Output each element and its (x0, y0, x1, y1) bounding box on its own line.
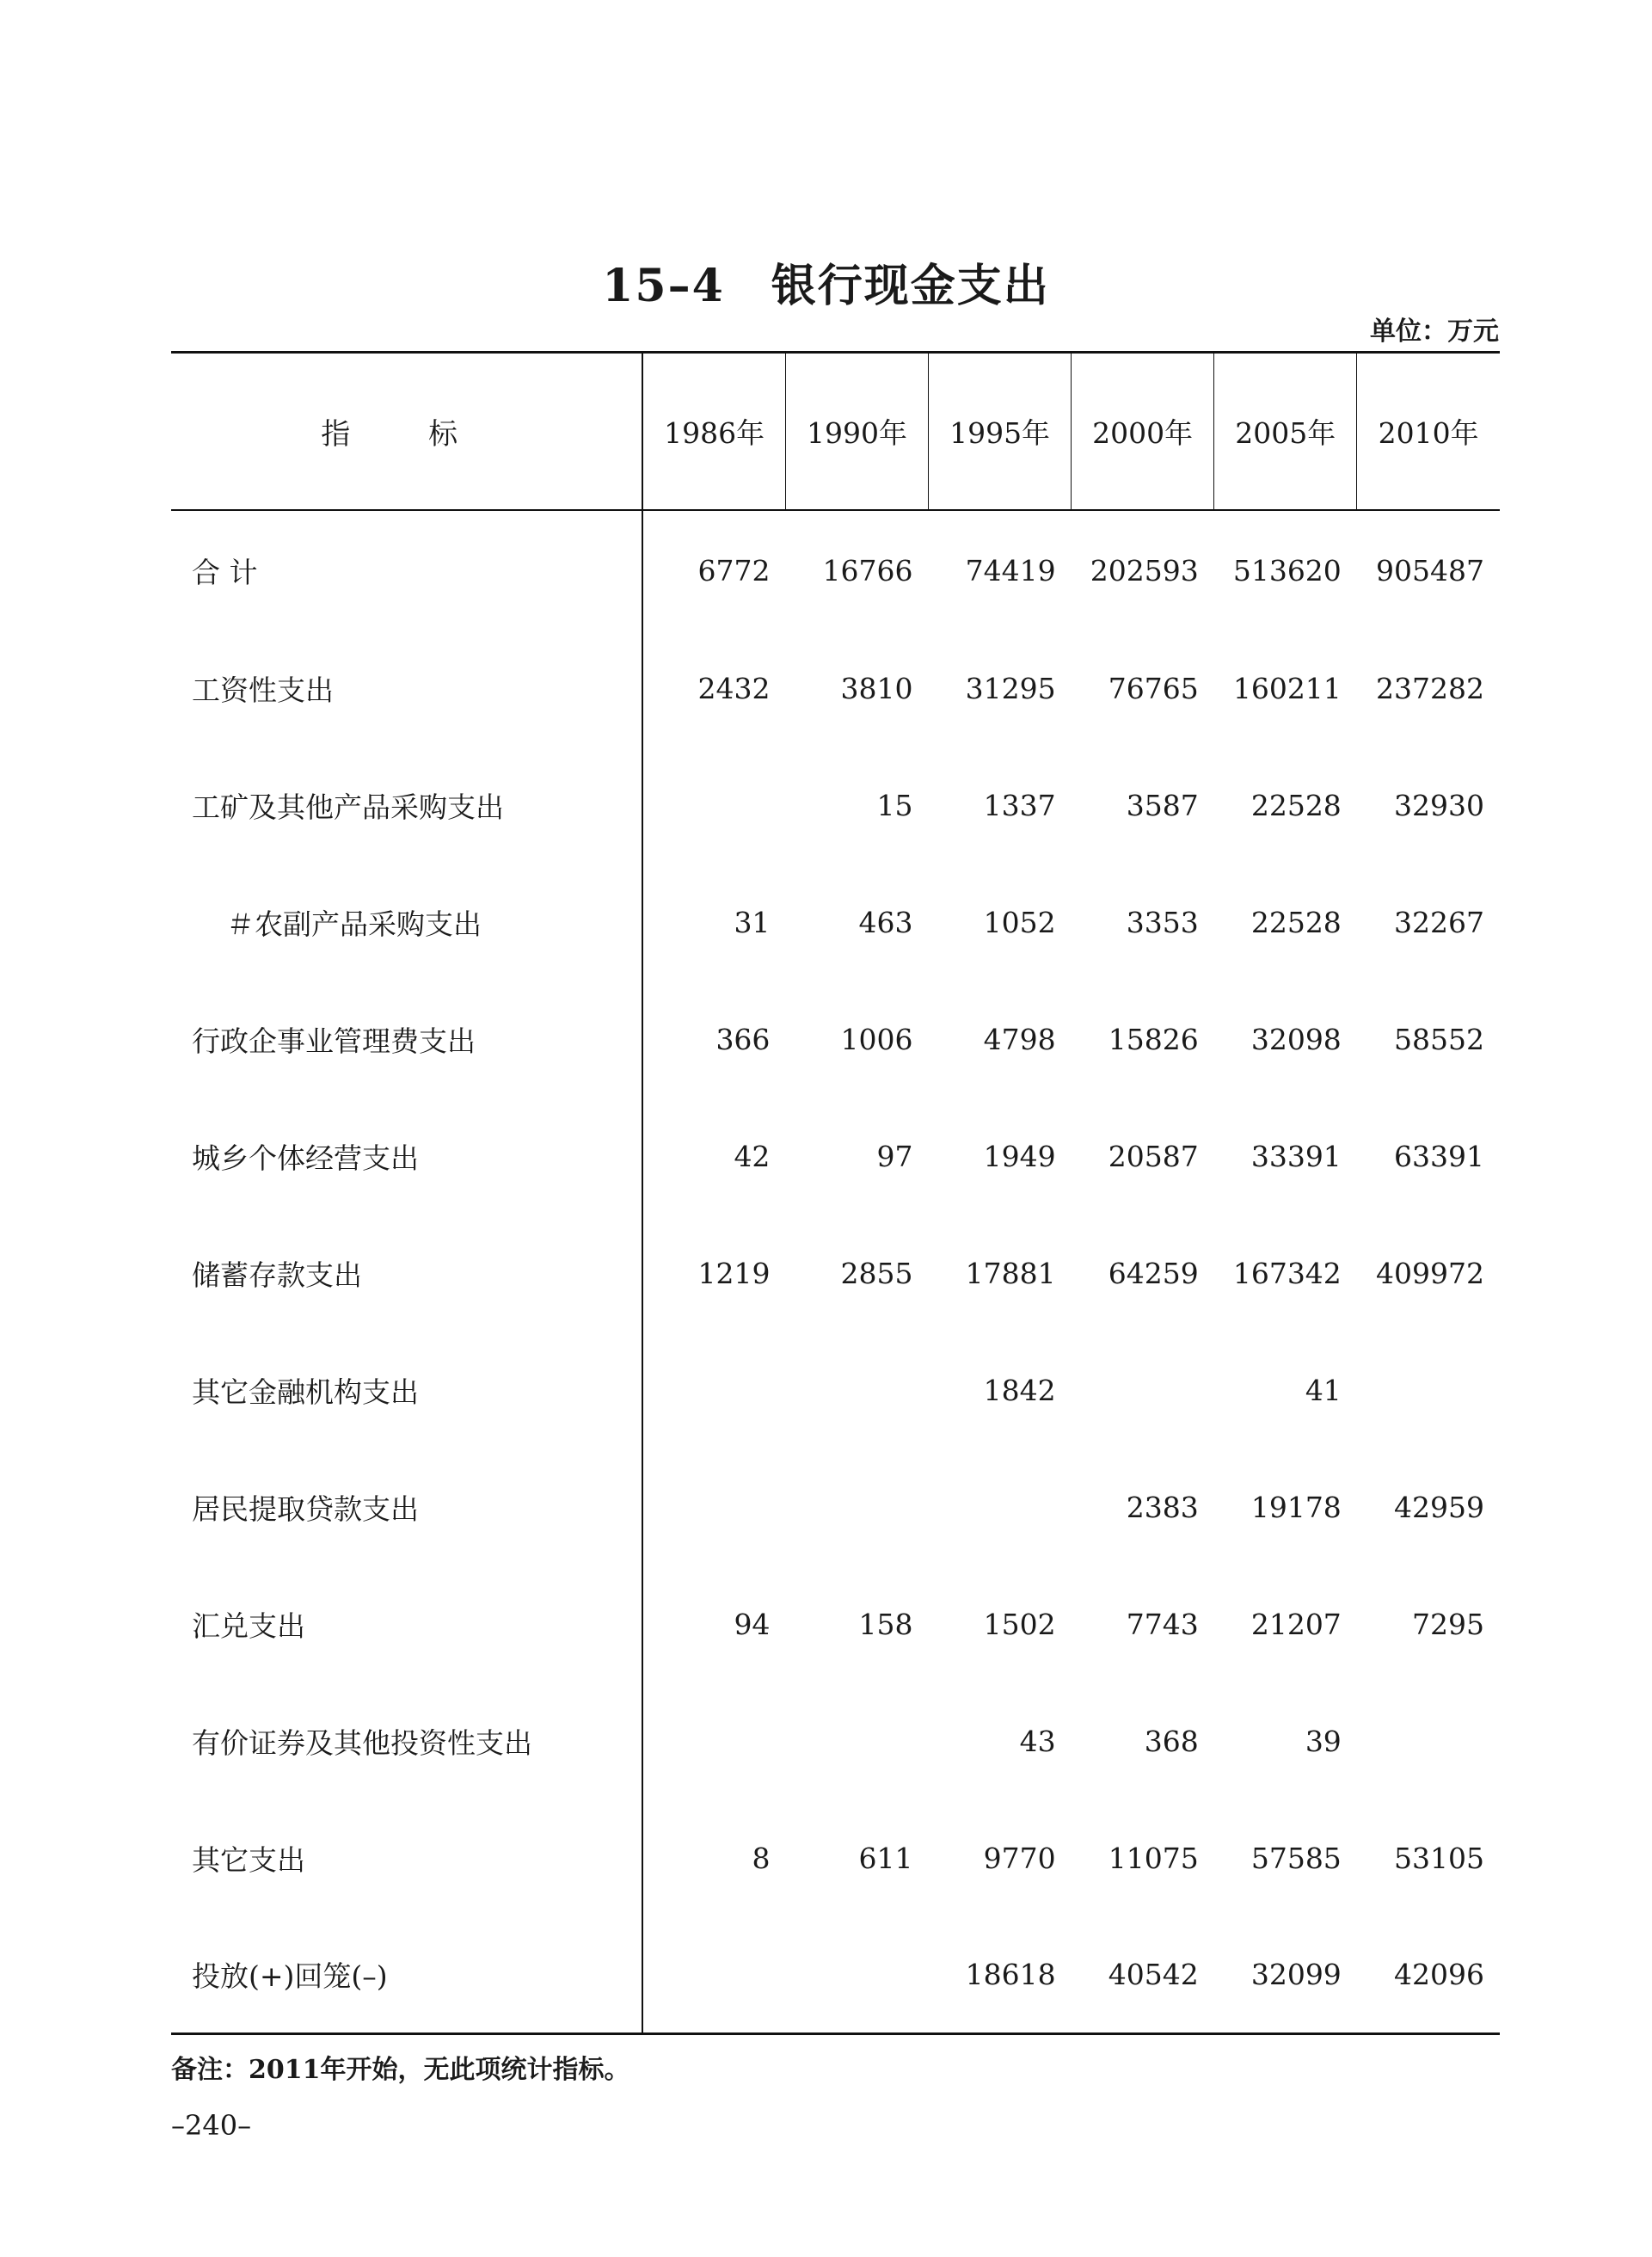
cell-value: 463 (858, 906, 913, 939)
table-row (171, 864, 1500, 981)
row-label: 工资性支出 (171, 630, 642, 747)
cell-value: 905487 (1376, 553, 1484, 587)
row-label: 汇兑支出 (171, 1566, 642, 1683)
cell-value: 7295 (1412, 1608, 1484, 1641)
cell-value: 63391 (1394, 1140, 1484, 1173)
cell-value (642, 1332, 785, 1449)
cell-value: 33391 (1250, 1140, 1342, 1173)
cell-value: 74419 (965, 553, 1056, 587)
cell-value: 39 (1305, 1725, 1342, 1758)
row-label: 行政企事业管理费支出 (171, 981, 642, 1098)
cell-value: 1219 (697, 1257, 771, 1290)
page-number: –240– (171, 2109, 252, 2142)
cell-value: 158 (858, 1608, 913, 1641)
table-row (171, 1917, 1500, 2034)
cell-value: 167342 (1232, 1257, 1342, 1290)
row-label: 工矿及其他产品采购支出 (171, 747, 642, 864)
year-header: 2000年 (1072, 353, 1214, 510)
cell-value: 1006 (840, 1023, 913, 1056)
table-row (171, 1098, 1500, 1215)
indicator-header: 指 标 (171, 353, 642, 510)
cell-value: 202593 (1090, 553, 1199, 587)
cell-value (785, 1332, 928, 1449)
cell-value: 366 (715, 1023, 771, 1056)
table-row (171, 1800, 1500, 1917)
row-label: 合 计 (171, 510, 642, 630)
cell-value (642, 1917, 785, 2034)
cell-value: 97 (876, 1140, 913, 1173)
cell-value (785, 1683, 928, 1800)
cell-value: 368 (1144, 1725, 1199, 1758)
cell-value: 32099 (1214, 1917, 1357, 2034)
unit-note: 单位：万元 (1370, 317, 1499, 347)
cell-value (642, 1683, 785, 1800)
cell-value: 22528 (1250, 906, 1342, 939)
year-header: 2005年 (1214, 353, 1357, 510)
cell-value: 15 (876, 789, 913, 822)
cell-value: 3587 (1126, 789, 1199, 822)
table-header-row (171, 353, 1500, 510)
row-label: 其它支出 (171, 1800, 642, 1917)
table-row (171, 1683, 1500, 1800)
cell-value: 8 (752, 1842, 771, 1875)
cell-value: 19178 (1250, 1491, 1342, 1524)
cell-value: 3353 (1126, 906, 1199, 939)
cell-value: 160211 (1232, 672, 1342, 705)
cell-value: 43 (1019, 1725, 1056, 1758)
cell-value (642, 747, 785, 864)
cell-value (1357, 1683, 1500, 1800)
cell-value: 32930 (1394, 789, 1484, 822)
cell-value: 32267 (1394, 906, 1484, 939)
cell-value: 42959 (1394, 1491, 1484, 1524)
cell-value: 611 (858, 1842, 913, 1875)
table-row (171, 510, 1500, 630)
table-row (171, 981, 1500, 1098)
row-label: 居民提取贷款支出 (171, 1449, 642, 1566)
cell-value: 94 (734, 1608, 771, 1641)
table-row (171, 1449, 1500, 1566)
cell-value: 409972 (1376, 1257, 1484, 1290)
cell-value: 17881 (965, 1257, 1056, 1290)
cell-value: 9770 (983, 1842, 1056, 1875)
cell-value: 3810 (840, 672, 913, 705)
year-header: 1995年 (929, 353, 1072, 510)
cell-value: 42096 (1357, 1917, 1500, 2034)
row-label: ＃农副产品采购支出 (171, 864, 642, 981)
cell-value: 7743 (1126, 1608, 1199, 1641)
row-label: 城乡个体经营支出 (171, 1098, 642, 1215)
cash-expenditure-table (171, 351, 1500, 2035)
cell-value: 16766 (822, 553, 913, 587)
footnote: 备注：2011年开始，无此项统计指标。 (171, 2055, 630, 2085)
cell-value: 15826 (1108, 1023, 1199, 1056)
cell-value: 1842 (983, 1374, 1056, 1407)
year-header: 1986年 (642, 353, 785, 510)
cell-value: 2432 (697, 672, 771, 705)
cell-value: 6772 (697, 553, 771, 587)
row-label: 投放(+)回笼(–) (171, 1917, 642, 2034)
cell-value (642, 1449, 785, 1566)
table-row (171, 1566, 1500, 1683)
cell-value (929, 1449, 1072, 1566)
table-row (171, 630, 1500, 747)
year-header: 2010年 (1357, 353, 1500, 510)
row-label: 其它金融机构支出 (171, 1332, 642, 1449)
cell-value: 41 (1305, 1374, 1342, 1407)
cell-value: 31295 (965, 672, 1056, 705)
cell-value: 237282 (1376, 672, 1484, 705)
cell-value: 21207 (1250, 1608, 1342, 1641)
page-title: 15–4 银行现金支出 (602, 260, 1050, 312)
table-row (171, 1332, 1500, 1449)
row-label: 有价证券及其他投资性支出 (171, 1683, 642, 1800)
cell-value: 1052 (983, 906, 1056, 939)
cell-value (785, 1449, 928, 1566)
cell-value: 1337 (983, 789, 1056, 822)
cell-value: 18618 (929, 1917, 1072, 2034)
cell-value: 1949 (983, 1140, 1056, 1173)
cell-value (785, 1917, 928, 2034)
cell-value: 58552 (1394, 1023, 1484, 1056)
cell-value: 32098 (1250, 1023, 1342, 1056)
year-header: 1990年 (785, 353, 928, 510)
cell-value: 31 (734, 906, 771, 939)
cell-value: 2383 (1126, 1491, 1199, 1524)
row-label: 储蓄存款支出 (171, 1215, 642, 1332)
cell-value (1357, 1332, 1500, 1449)
cell-value: 53105 (1394, 1842, 1484, 1875)
table-row (171, 747, 1500, 864)
cell-value: 42 (734, 1140, 771, 1173)
cell-value: 1502 (983, 1608, 1056, 1641)
cell-value: 513620 (1232, 553, 1342, 587)
cell-value: 11075 (1108, 1842, 1199, 1875)
cell-value: 40542 (1072, 1917, 1214, 2034)
cell-value: 57585 (1250, 1842, 1342, 1875)
table-row (171, 1215, 1500, 1332)
cell-value: 2855 (840, 1257, 913, 1290)
cell-value: 76765 (1108, 672, 1199, 705)
cell-value: 22528 (1250, 789, 1342, 822)
cell-value (1072, 1332, 1214, 1449)
cell-value: 64259 (1108, 1257, 1199, 1290)
cell-value: 4798 (983, 1023, 1056, 1056)
cell-value: 20587 (1108, 1140, 1199, 1173)
